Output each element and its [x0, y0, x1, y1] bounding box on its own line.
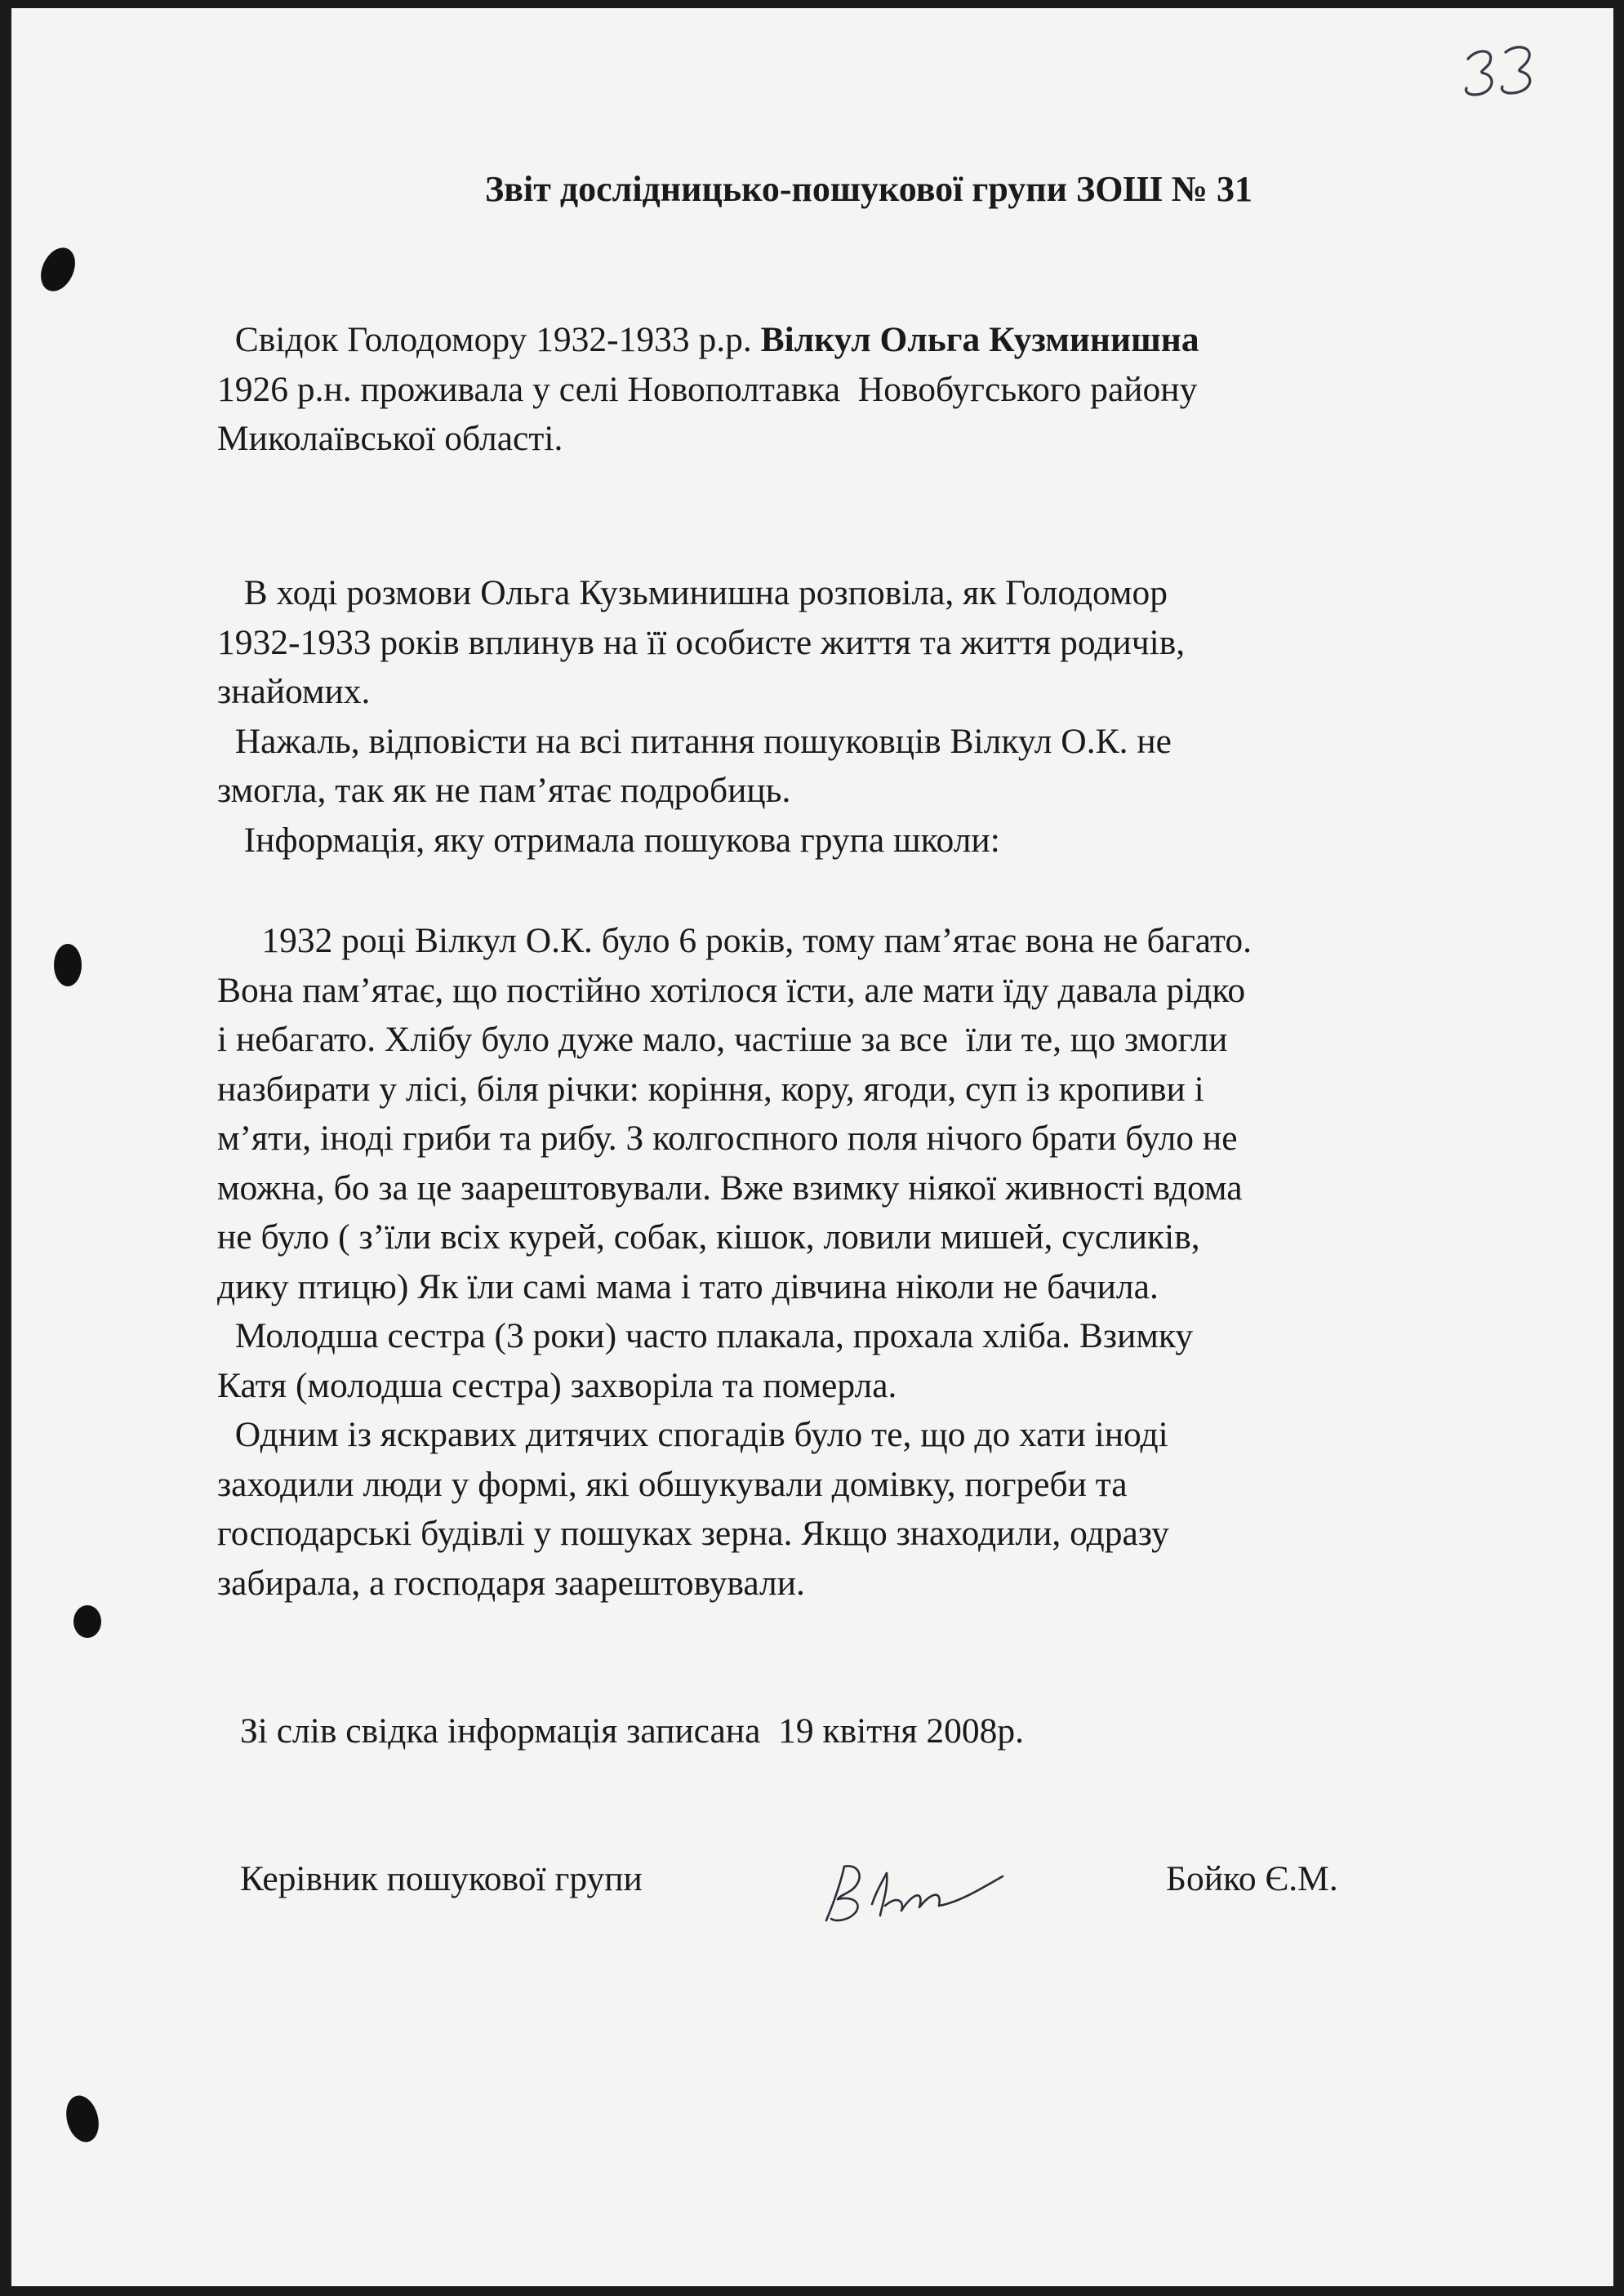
document-title: Звіт дослідницько-пошукової групи ЗОШ № 31: [485, 169, 1252, 209]
text-line: заходили люди у формі, які обшукували домівку, погреби та: [217, 1464, 1128, 1504]
text-line: господарські будівлі у пошуках зерна. Якщо знаходили, одразу: [217, 1514, 1169, 1553]
text-line: Одним із яскравих дитячих спогадів було те, що до хати іноді: [217, 1415, 1168, 1454]
binder-hole-2: [54, 944, 82, 986]
recorded-note: Зі слів свідка інформація записана 19 квітня 2008р.: [240, 1711, 1025, 1751]
text-line: змогла, так як не пам’ятає подробиць.: [217, 771, 791, 810]
intro-line-1: [217, 320, 1199, 359]
text-line: Вона пам’ятає, що постійно хотілося їсти, але мати їду давала рідко: [217, 970, 1246, 1010]
text-line: назбирати у лісі, біля річки: коріння, кору, ягоди, суп із кропиви і: [217, 1069, 1204, 1109]
binder-hole-4: [61, 2092, 104, 2146]
binder-hole-1: [34, 243, 82, 297]
text-line: не було ( з’їли всіх курей, собак, кішок, ловили мишей, сусликів,: [217, 1217, 1200, 1257]
document-page: [11, 8, 1613, 2286]
text-line: можна, бо за це заарештовували. Вже взимку ніякої живності вдома: [217, 1168, 1243, 1208]
paragraph-testimony: [217, 916, 1252, 1608]
witness-name: Вілкул Ольга Кузминишна: [760, 320, 1199, 359]
signature-role: Керівник пошукової групи: [240, 1859, 643, 1898]
text-line: В ході розмови Ольга Кузьминишна розповіла, як Голодомор: [217, 573, 1168, 612]
intro-paragraph: [217, 315, 1199, 464]
text-line: 1932 році Вілкул О.К. було 6 років, тому пам’ятає вона не багато.: [217, 921, 1252, 960]
paragraph-conversation: [217, 568, 1185, 865]
text-line: дику птицю) Як їли самі мама і тато дівчина ніколи не бачила.: [217, 1266, 1159, 1306]
intro-line-3: Миколаївської області.: [217, 419, 563, 458]
intro-line-2: 1926 р.н. проживала у селі Новополтавка Новобугського району: [217, 369, 1198, 409]
binder-hole-3: [73, 1605, 101, 1638]
text-line: 1932-1933 років вплинув на її особисте життя та життя родичів,: [217, 622, 1186, 662]
text-line: Молодша сестра (3 роки) часто плакала, прохала хліба. Взимку: [217, 1316, 1194, 1355]
signature-name: Бойко Є.М.: [1166, 1859, 1338, 1898]
text-line: Інформація, яку отримала пошукова група школи:: [217, 820, 1000, 860]
text-line: знайомих.: [217, 672, 371, 711]
text-line: і небагато. Хлібу було дуже мало, частіше за все їли те, що змогли: [217, 1020, 1228, 1059]
intro-line-1-text: Свідок Голодомору 1932-1933 р.р.: [217, 320, 761, 359]
text-line: забирала, а господаря заарештовували.: [217, 1563, 805, 1603]
text-line: Катя (молодша сестра) захворіла та померла.: [217, 1365, 897, 1405]
text-line: Нажаль, відповісти на всі питання пошуковців Вілкул О.К. не: [217, 721, 1172, 761]
text-line: м’яти, іноді гриби та рибу. З колгоспного поля нічого брати було не: [217, 1119, 1238, 1158]
page-number-handwritten: [1460, 41, 1550, 114]
handwritten-signature: [820, 1857, 1024, 1930]
